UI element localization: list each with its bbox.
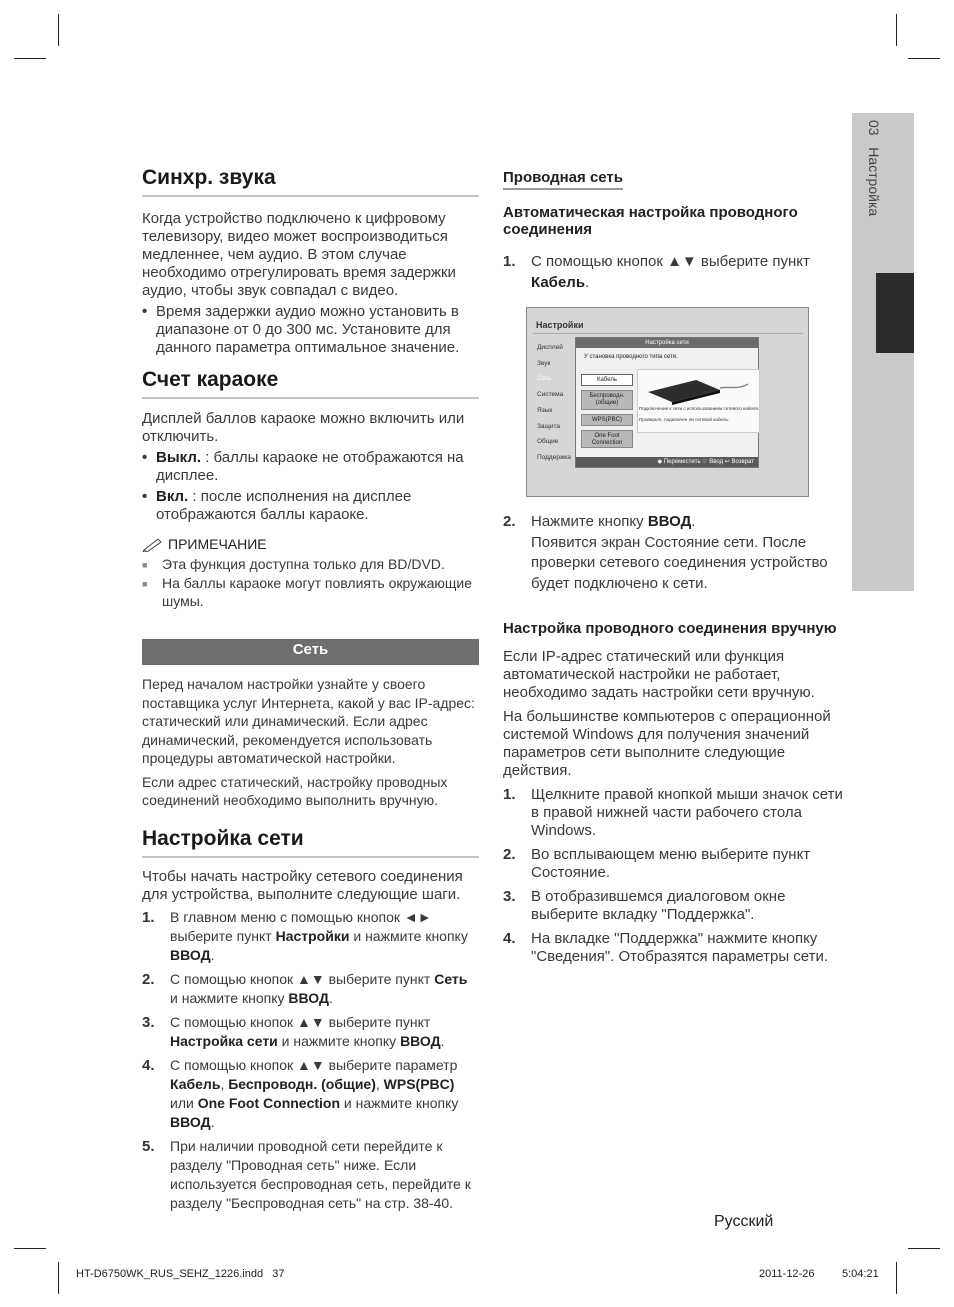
crop-mark bbox=[58, 14, 59, 46]
left-column bbox=[142, 166, 479, 1213]
footer-file: HT-D6750WK_RUS_SEHZ_1226.indd 37 bbox=[76, 1268, 285, 1280]
crop-mark bbox=[908, 58, 940, 59]
manual-setup-heading: Настройка проводного соединения вручную bbox=[503, 620, 837, 637]
section-title-net-setup: Настройка сети bbox=[142, 827, 479, 858]
screen-menu-item: Дисплей bbox=[537, 344, 563, 351]
square-bullet-icon: ■ bbox=[142, 579, 148, 589]
dialog-footer: ◆ Переместить ☞ Ввод ↩ Возврат bbox=[576, 457, 758, 467]
screen-header: Настройки bbox=[536, 320, 584, 330]
chapter-tab-label: 03 Настройка bbox=[866, 120, 882, 217]
auto-step-2: 2. Нажмите кнопку ВВОД. Появится экран Состояние сети. После проверки сетевого соединения устройство будет подключено к сети. bbox=[503, 513, 828, 592]
manual-step-1: 1. Щелкните правой кнопкой мыши значок сети в правой нижней части рабочего стола Windows. bbox=[503, 786, 843, 839]
auto-step-1: 1. С помощью кнопок ▲▼ выберите пункт Кабель. bbox=[503, 253, 810, 291]
section-title-karaoke: Счет караоке bbox=[142, 368, 479, 399]
screen-menu-item: Общие bbox=[537, 438, 559, 446]
manual-step-2: 2. Во всплывающем меню выберите пункт Состояние. bbox=[503, 846, 811, 881]
settings-screen-image bbox=[526, 307, 809, 497]
screen-menu-item: Язык bbox=[537, 406, 553, 414]
crop-mark bbox=[896, 1262, 897, 1294]
network-setup-dialog bbox=[575, 337, 759, 468]
crop-mark bbox=[896, 14, 897, 46]
page-language: Русский bbox=[714, 1213, 774, 1230]
network-paragraph-2: Если адрес статический, настройку проводных соединений необходимо выполнить вручную. bbox=[142, 773, 448, 808]
bullet-dot: • bbox=[142, 303, 148, 320]
karaoke-bullet-off: • Выкл. : баллы караоке не отображаются на дисплее. bbox=[142, 449, 464, 484]
net-step-3: 3. С помощью кнопок ▲▼ выберите пункт Настройка сети и нажмите кнопку ВВОД. bbox=[142, 1013, 445, 1049]
option-cable: Кабель bbox=[581, 374, 633, 386]
note-item: ■ На баллы караоке могут повлиять окружающие шумы. bbox=[142, 575, 473, 609]
square-bullet-icon: ■ bbox=[142, 560, 148, 570]
net-step-1: 1. В главном меню с помощью кнопок ◄► выберите пункт Настройки и нажмите кнопку ВВОД. bbox=[142, 908, 468, 963]
option-description: Подключение к сети с использованием сетевого кабеля. bbox=[639, 406, 760, 411]
screen-menu-item: Поддержка bbox=[537, 453, 571, 461]
device-preview bbox=[637, 369, 760, 433]
right-column-lower bbox=[503, 512, 843, 966]
pencil-icon bbox=[142, 536, 164, 552]
note-item: ■ Эта функция доступна только для BD/DVD. bbox=[142, 556, 445, 572]
screen-menu-item: Защита bbox=[537, 422, 561, 430]
option-hint: Проверьте, подключен ли сетевой кабель. bbox=[639, 417, 730, 422]
chapter-tab-marker bbox=[876, 273, 914, 353]
player-device-icon bbox=[638, 370, 759, 406]
option-one-foot: One Foot Connection bbox=[581, 430, 633, 448]
crop-mark bbox=[14, 58, 46, 59]
network-section-bar: Сеть bbox=[142, 639, 479, 665]
sync-body: Когда устройство подключено к цифровому телевизору, видео может воспроизводиться медленнее, чем аудио. В этом случае необходимо отрегулировать время задержки аудио, чтобы звук совпадал с видео. bbox=[142, 210, 456, 299]
wired-network-title: Проводная сеть bbox=[503, 169, 623, 190]
karaoke-bullet-on: • Вкл. : после исполнения на дисплее отображаются баллы караоке. bbox=[142, 488, 412, 523]
footer-date: 2011-12-26 bbox=[759, 1268, 815, 1280]
auto-setup-heading: Автоматическая настройка проводного соединения bbox=[503, 204, 798, 238]
bullet-dot: • bbox=[142, 449, 148, 466]
crop-mark bbox=[908, 1248, 940, 1249]
manual-paragraph-2: На большинстве компьютеров с операционной системой Windows для получения значений параметров сети выполните следующие действия. bbox=[503, 708, 831, 779]
screen-menu-item: Система bbox=[537, 391, 564, 399]
bullet-dot: • bbox=[142, 488, 148, 505]
dialog-prompt: У становка проводного типа сети. bbox=[584, 354, 678, 360]
screen-menu-item: Сеть bbox=[537, 375, 552, 383]
crop-mark bbox=[14, 1248, 46, 1249]
option-wireless: Беспроводн. (общие) bbox=[581, 390, 633, 410]
net-step-2: 2. С помощью кнопок ▲▼ выберите пункт Сеть и нажмите кнопку ВВОД. bbox=[142, 970, 468, 1006]
manual-paragraph-1: Если IP-адрес статический или функция автоматической настройки не работает, необходимо задать настройки сети вручную. bbox=[503, 648, 815, 701]
footer-time: 5:04:21 bbox=[842, 1268, 879, 1280]
right-column bbox=[503, 169, 843, 293]
net-setup-intro: Чтобы начать настройку сетевого соединения для устройства, выполните следующие шаги. bbox=[142, 867, 463, 903]
screen-menu-item: Звук bbox=[537, 359, 551, 367]
net-step-4: 4. С помощью кнопок ▲▼ выберите параметр Кабель, Беспроводн. (общие), WPS(PBC) или One Foot Connection и нажмите кнопку ВВОД. bbox=[142, 1056, 459, 1130]
option-wps: WPS(PBC) bbox=[581, 414, 633, 426]
karaoke-body: Дисплей баллов караоке можно включить или отключить. bbox=[142, 410, 465, 445]
net-step-5: 5. При наличии проводной сети перейдите к разделу "Проводная сеть" ниже. Если используется беспроводная сеть, перейдите к разделу "Беспроводная сеть" на стр. 38-40. bbox=[142, 1137, 471, 1211]
network-paragraph-1: Перед началом настройки узнайте у своего поставщика услуг Интернета, какой у вас IP-адрес: статический или динамический. Если адрес динамический, рекомендуется использовать процедуры автоматической настройки. bbox=[142, 676, 475, 766]
section-title-sync: Синхр. звука bbox=[142, 166, 479, 197]
sync-bullet: • Время задержки аудио можно установить в диапазоне от 0 до 300 мс. Установите для данного параметра оптимальное значение. bbox=[142, 303, 460, 356]
manual-step-4: 4. На вкладке "Поддержка" нажмите кнопку "Сведения". Отобразятся параметры сети. bbox=[503, 930, 829, 965]
crop-mark bbox=[58, 1262, 59, 1294]
manual-step-3: 3. В отобразившемся диалоговом окне выберите вкладку "Поддержка". bbox=[503, 888, 786, 923]
dialog-title: Настройка сети bbox=[576, 338, 758, 348]
note-heading: ПРИМЕЧАНИЕ bbox=[142, 536, 479, 552]
